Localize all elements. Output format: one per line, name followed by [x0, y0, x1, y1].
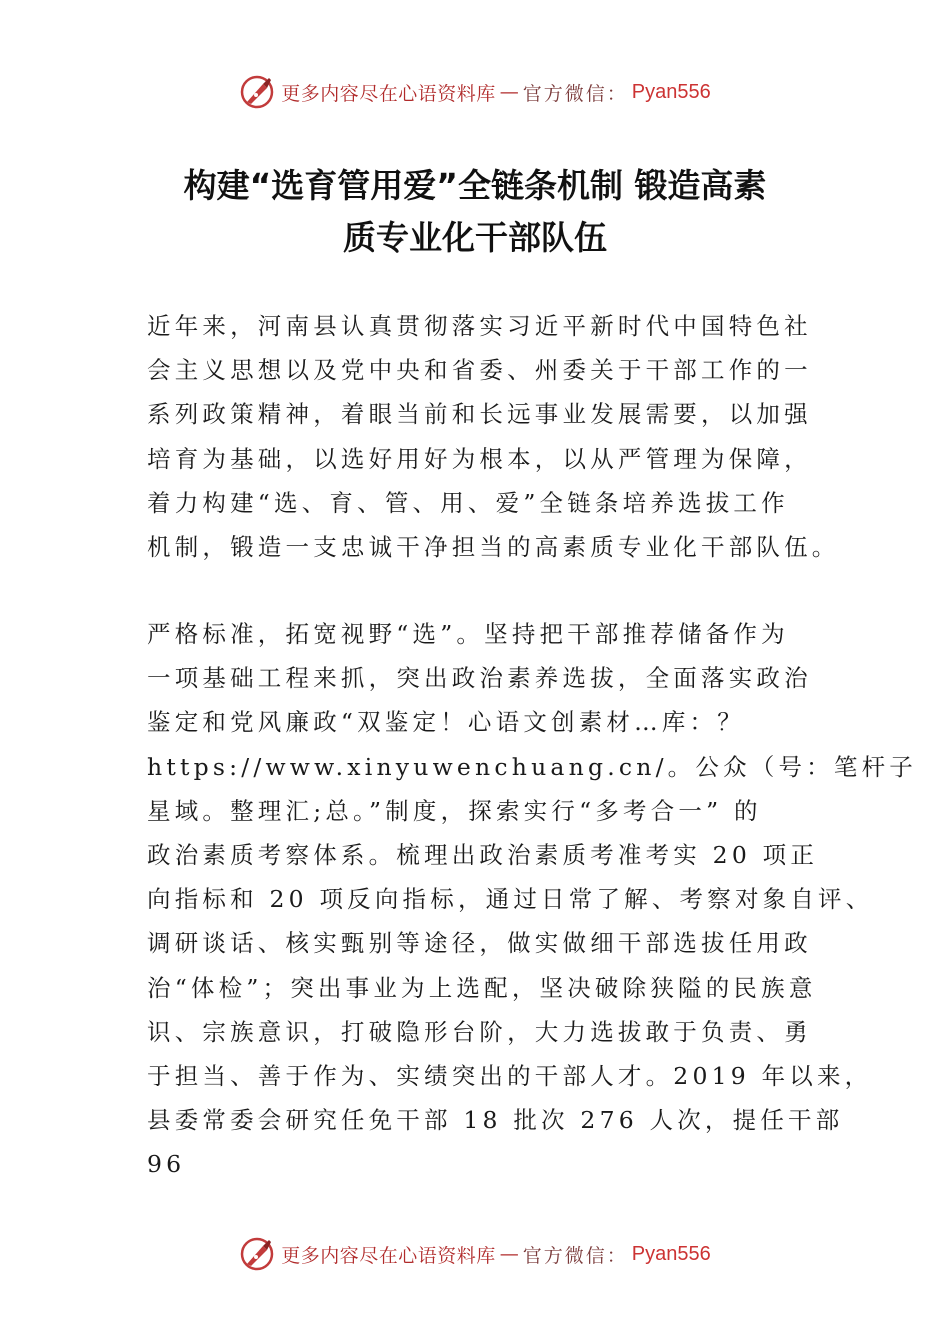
text-line: https://www.xinyuwenchuang.cn/。公众（号：笔杆子	[147, 752, 917, 781]
wechat-id: Pyan556	[631, 80, 711, 103]
text-line: 调研谈话、核实甄别等途径，做实做细干部选拔任用政	[147, 929, 812, 958]
pen-nib-logo-icon	[239, 1236, 275, 1272]
text-line: 近年来，河南县认真贯彻落实习近平新时代中国特色社	[147, 312, 812, 340]
text-line: 于担当、善于作为、实绩突出的干部人才。2019 年以来，	[147, 1062, 873, 1091]
text-line: 培育为基础，以选好用好为根本，以从严管理为保障，	[147, 444, 812, 473]
banner-separator: —	[499, 81, 519, 103]
text-line: 会主义思想以及党中央和省委、州委关于干部工作的一	[147, 356, 812, 385]
header-banner	[0, 70, 950, 114]
text-line: 严格标准，拓宽视野“选”。坚持把干部推荐储备作为	[147, 620, 789, 648]
wechat-id: Pyan556	[631, 1242, 711, 1265]
text-line: 星域。整理汇;总。”制度，探索实行“多考合一” 的	[147, 796, 762, 825]
text-line: 96	[147, 1150, 186, 1179]
text-line: 系列政策精神，着眼当前和长远事业发展需要，以加强	[147, 400, 812, 429]
banner-text: 更多内容尽在心语资料库	[281, 82, 496, 105]
title-line-2: 质专业化干部队伍	[343, 218, 607, 257]
text-line: 向指标和 20 项反向指标，通过日常了解、考察对象自评、	[147, 885, 874, 914]
text-line: 县委常委会研究任免干部 18 批次 276 人次，提任干部	[147, 1106, 844, 1135]
text-line: 识、宗族意识，打破隐形台阶，大力选拔敢于负责、勇	[147, 1017, 812, 1046]
document-title	[120, 160, 830, 264]
text-line: 政治素质考察体系。梳理出政治素质考准考实 20 项正	[147, 841, 819, 870]
text-line: 鉴定和党风廉政“双鉴定！心语文创素材…库：？	[147, 708, 745, 737]
banner-separator: —	[499, 1243, 519, 1265]
banner-text: 更多内容尽在心语资料库	[281, 1244, 496, 1267]
text-line: 机制，锻造一支忠诚干净担当的高素质专业化干部队伍。	[147, 533, 840, 562]
wechat-label: 官方微信：	[522, 1244, 628, 1267]
paragraph-select	[147, 612, 917, 1187]
footer-banner	[0, 1232, 950, 1276]
text-line: 着力构建“选、育、管、用、爱”全链条培养选拔工作	[147, 488, 789, 517]
text-line: 治“体检”；突出事业为上选配，坚决破除狭隘的民族意	[147, 973, 817, 1002]
title-line-1: 构建“选育管用爱”全链条机制 锻造高素	[183, 166, 767, 205]
paragraph-intro	[147, 304, 840, 569]
pen-nib-logo-icon	[239, 74, 275, 110]
text-line: 一项基础工程来抓，突出政治素养选拔，全面落实政治	[147, 664, 812, 693]
wechat-label: 官方微信：	[522, 82, 628, 105]
